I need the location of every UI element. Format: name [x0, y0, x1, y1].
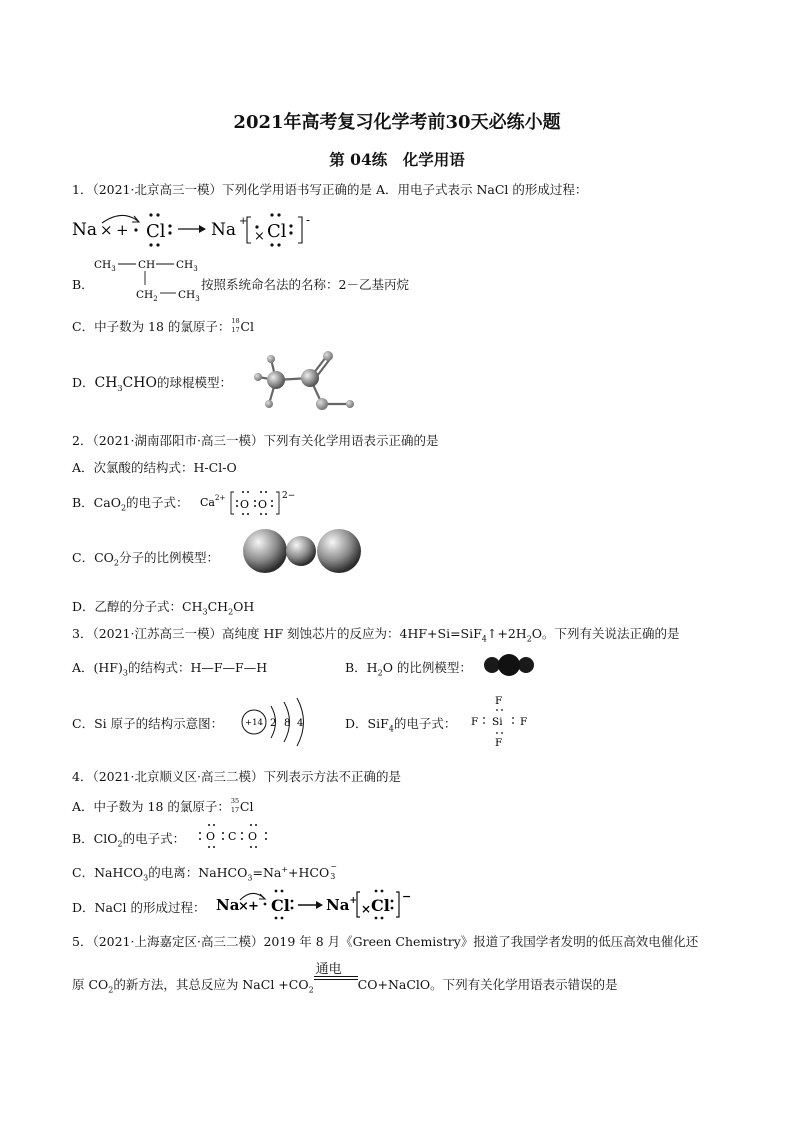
- cross-electron: ×: [100, 221, 113, 239]
- question-4-stem: 4．（2021·北京顺义区·高三二模）下列表示方法不正确的是: [72, 769, 401, 784]
- svg-text:-: -: [306, 213, 311, 227]
- svg-text:+: +: [239, 216, 248, 227]
- svg-text:CH3: $CH_3$: [176, 259, 198, 273]
- q3-option-c: C．Si 原子的结构示意图：: [72, 716, 224, 731]
- svg-text:F: F: [495, 695, 503, 707]
- q3-option-b: B．$H_2O$ 的比例模型：: [345, 660, 472, 678]
- cl-symbol: Cl: [146, 221, 166, 242]
- question-1-stem: 1．（2021·北京高三一模）下列化学用语书写正确的是 A．用电子式表示 NaCl 的形成过程：: [72, 182, 588, 197]
- sif4-electron-formula: [470, 690, 534, 750]
- q2-option-b: B．CaO$_2$的电子式：: [72, 495, 189, 513]
- q4-option-c: C．NaHCO$_3$的电离：NaHCO$_3$=Na++HCO − 3: [72, 862, 337, 883]
- h2o-space-filling-model: [480, 654, 540, 676]
- svg-text:Si: Si: [492, 716, 503, 728]
- svg-text:+: +: [248, 899, 259, 914]
- plus-sign: +: [116, 221, 129, 239]
- svg-text:Na+: Na+: [326, 896, 357, 914]
- question-5-stem-line2: 原 $CO_2$的新方法，其总反应为 NaCl $+CO_2$ 通电 CO+NaClO。下列有关化学用语表示错误的是: [72, 975, 618, 995]
- q3-option-d: D．SiF$_4$的电子式：: [345, 716, 457, 734]
- na-symbol: Na: [72, 220, 98, 240]
- svg-text:CH: CH: [138, 259, 156, 271]
- q2-option-d: D．乙醇的分子式：$CH_3CH_2OH$: [72, 599, 255, 617]
- q4-option-a: A．中子数为 18 的氯原子： 35 17 Cl: [72, 797, 254, 814]
- clo2-electron-formula: [196, 821, 280, 849]
- svg-text:CH3: $CH_3$: [178, 289, 200, 303]
- question-3-stem: 3．（2021·江苏高三一模）高纯度 HF 刻蚀芯片的反应为：$4HF+Si=SiF_4↑+2H_2O$。下列有关说法正确的是: [72, 626, 680, 644]
- acetaldehyde-ball-stick-model: [246, 347, 360, 411]
- q4-option-d: D．NaCl 的形成过程：: [72, 900, 206, 915]
- svg-text:×: ×: [238, 899, 249, 914]
- q3-option-a: A．$(HF)_3$的结构式：H—F—F—H: [72, 660, 268, 678]
- question-5-stem-line1: 5．（2021·上海嘉定区·高三二模）2019 年 8 月《Green Chemistry》报道了我国学者发明的低压高效电催化还: [72, 934, 699, 949]
- q1-option-b-text: 按照系统命名法的名称：2－乙基丙烷: [201, 277, 409, 292]
- q1-option-b-label: B．: [72, 277, 94, 292]
- page-subtitle: 第 04练 化学用语: [329, 150, 465, 169]
- co2-space-filling-model: [240, 527, 366, 575]
- cl-ion-symbol: Cl: [267, 221, 287, 242]
- svg-text:F: F: [471, 716, 479, 728]
- cross-electron-2: ×: [254, 229, 265, 244]
- q1-option-c: C．中子数为 18 的氯原子： 18 17 Cl: [72, 317, 254, 334]
- svg-text:8: 8: [284, 718, 291, 729]
- question-2-stem: 2．（2021·湖南邵阳市·高三一模）下列有关化学用语表示正确的是: [72, 433, 439, 448]
- svg-text:2−: 2−: [282, 491, 296, 501]
- svg-text:2: 2: [270, 718, 277, 729]
- svg-text:CH3: $CH_3$: [94, 259, 116, 273]
- svg-text:Ca2+: $Ca^{2+}$: [200, 494, 226, 509]
- cao2-electron-formula: [198, 484, 308, 518]
- svg-text:4: 4: [297, 718, 304, 729]
- svg-text:O: O: [240, 498, 250, 511]
- svg-text:F: F: [495, 737, 503, 749]
- svg-text:F: F: [520, 716, 528, 728]
- svg-text:−: −: [402, 890, 412, 903]
- svg-text:+14: +14: [245, 718, 263, 728]
- q1-option-d: D．$CH_3CHO$的球棍模型：: [72, 375, 232, 393]
- nacl-electron-formation-diagram: [72, 207, 332, 251]
- svg-text:CH2: $CH_2$: [136, 289, 158, 303]
- na-ion-symbol: Na: [211, 220, 237, 240]
- si-atom-structure-diagram: [240, 694, 310, 750]
- svg-text:Na: Na: [216, 896, 240, 914]
- q2-option-a: A．次氯酸的结构式：H-Cl-O: [72, 460, 237, 475]
- svg-text:Cl: Cl: [271, 896, 290, 915]
- q2-option-c: C．$CO_2$分子的比例模型：: [72, 550, 219, 568]
- q1-structural-formula: [92, 253, 204, 303]
- reaction-condition: 通电: [315, 962, 342, 977]
- page-title: 2021年高考复习化学考前30天必练小题: [233, 112, 561, 133]
- svg-text:O: O: [206, 830, 216, 843]
- svg-text:×: ×: [361, 902, 372, 916]
- svg-text:O: O: [258, 498, 268, 511]
- svg-text:O: O: [248, 830, 258, 843]
- nacl-formation-diagram-bold: [214, 886, 414, 920]
- q4-option-b: B．ClO$_2$的电子式：: [72, 831, 186, 849]
- svg-text:C: C: [228, 830, 237, 843]
- svg-text:Cl: Cl: [371, 896, 390, 915]
